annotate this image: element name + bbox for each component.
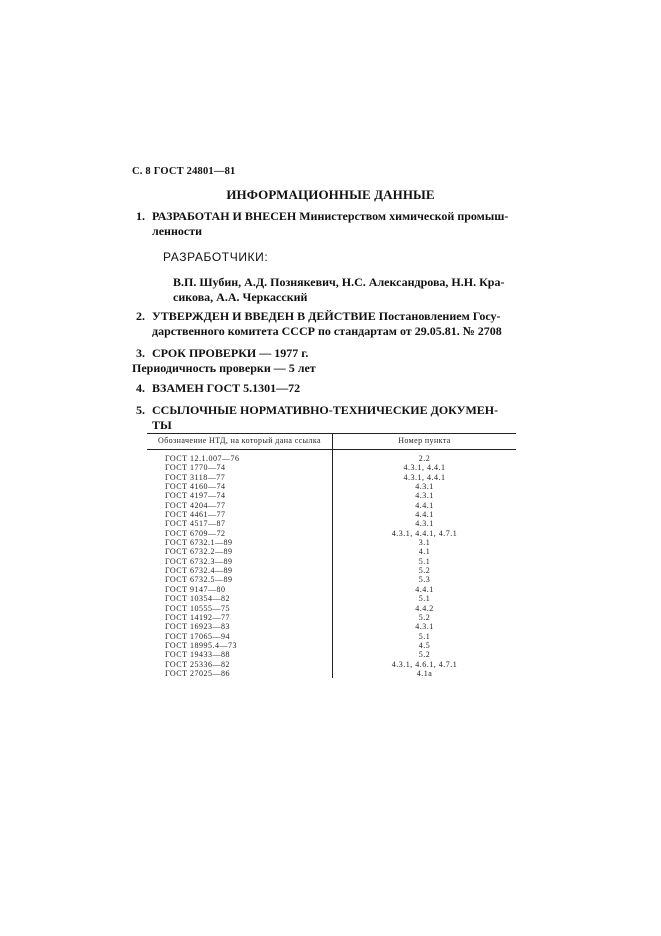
item-number-cell: 5.3 — [418, 575, 431, 585]
ntd-designation-cell: ГОСТ 12.1.007—76 — [147, 450, 333, 464]
item-text: СРОК ПРОВЕРКИ — 1977 г. — [152, 346, 309, 360]
table-row — [147, 604, 516, 613]
developers-list — [163, 275, 516, 304]
item-number-cell: 4.3.1 — [415, 491, 434, 501]
item-number-cell: 4.3.1, 4.6.1, 4.7.1 — [391, 659, 458, 669]
item-review-term — [132, 346, 516, 375]
ntd-designation-cell: ГОСТ 6732.4—89 — [147, 566, 333, 575]
item-number-cell: 4.5 — [418, 640, 431, 650]
ntd-designation-cell: ГОСТ 10555—75 — [147, 604, 333, 613]
ntd-designation-cell: ГОСТ 27025—86 — [147, 669, 333, 678]
item-text: ССЫЛОЧНЫЕ НОРМАТИВНО-ТЕХНИЧЕСКИЕ ДОКУМЕН- — [152, 403, 499, 417]
table-row — [147, 650, 516, 659]
ntd-designation-cell: ГОСТ 16923—83 — [147, 622, 333, 631]
ntd-designation-cell: ГОСТ 4461—77 — [147, 510, 333, 519]
developers-line-2: сикова, А.А. Черкасский — [173, 289, 308, 304]
ntd-designation-cell: ГОСТ 1770—74 — [147, 463, 333, 472]
table-body — [147, 450, 516, 679]
item-number-cell: 2.2 — [418, 454, 431, 463]
table-row — [147, 473, 516, 482]
item-number-cell: 4.3.1 — [415, 622, 434, 632]
ntd-designation-cell: ГОСТ 9147—80 — [147, 585, 333, 594]
item-text: РАЗРАБОТАН И ВНЕСЕН Министерством химической промыш- — [152, 209, 509, 223]
item-2-line-2: дарственного комитета СССР по стандартам от 29.05.81. № 2708 — [152, 323, 502, 338]
table-row — [147, 510, 516, 519]
table-row — [147, 669, 516, 678]
item-1-line-2: ленности — [152, 223, 203, 238]
table-row — [147, 641, 516, 650]
table-row — [147, 557, 516, 566]
item-number: 4. — [136, 381, 145, 395]
ntd-designation-cell: ГОСТ 4517—87 — [147, 519, 333, 528]
column-header-item: Номер пункта — [333, 434, 517, 450]
table-row — [147, 491, 516, 500]
item-number-cell: 4.3.1, 4.4.1 — [403, 463, 446, 473]
table-row — [147, 622, 516, 631]
ntd-designation-cell: ГОСТ 6709—72 — [147, 529, 333, 538]
table-row — [147, 519, 516, 528]
item-number-cell: 4.4.1 — [415, 510, 434, 520]
item-5-line-2: ТЫ — [152, 417, 172, 432]
reference-docs-table — [147, 433, 516, 678]
item-number-cell: 5.1 — [418, 556, 431, 566]
item-developed-by — [132, 209, 516, 238]
table-row — [147, 632, 516, 641]
section-title: ИНФОРМАЦИОННЫЕ ДАННЫЕ — [226, 187, 435, 202]
item-text: УТВЕРЖДЕН И ВВЕДЕН В ДЕЙСТВИЕ Постановлением Госу- — [152, 309, 501, 323]
item-number-cell: 5.2 — [418, 650, 431, 660]
table-row — [147, 463, 516, 472]
item-number: 3. — [136, 346, 145, 360]
column-header-ntd: Обозначение НТД, на который дана ссылка — [147, 434, 333, 450]
table-row — [147, 585, 516, 594]
item-number-cell: 5.1 — [418, 631, 431, 641]
item-number: 5. — [136, 403, 145, 417]
ntd-designation-cell: ГОСТ 10354—82 — [147, 594, 333, 603]
item-number-cell: 4.3.1, 4.4.1, 4.7.1 — [391, 528, 458, 538]
item-number-cell: 5.1 — [418, 594, 431, 604]
item-number-cell: 4.4.2 — [415, 603, 434, 613]
item-number-cell: 4.3.1 — [415, 519, 434, 529]
ntd-designation-cell: ГОСТ 17065—94 — [147, 632, 333, 641]
table-row — [147, 501, 516, 510]
item-3-line-1 — [132, 346, 516, 361]
ntd-designation-cell: ГОСТ 3118—77 — [147, 473, 333, 482]
table-row — [147, 660, 516, 669]
item-number-cell: 4.3.1 — [415, 482, 434, 492]
item-5-line-1 — [132, 403, 516, 418]
table-row — [147, 566, 516, 575]
table-row — [147, 482, 516, 491]
ntd-designation-cell: ГОСТ 4204—77 — [147, 501, 333, 510]
developers-label: РАЗРАБОТЧИКИ: — [163, 250, 269, 264]
item-number-cell: 4.4.1 — [415, 500, 434, 510]
table-header-row — [147, 434, 516, 450]
item-number-cell: 3.1 — [418, 538, 431, 548]
table-row — [147, 594, 516, 603]
ntd-designation-cell: ГОСТ 18995.4—73 — [147, 641, 333, 650]
item-number: 1. — [136, 209, 145, 223]
page-header: С. 8 ГОСТ 24801—81 — [132, 166, 236, 177]
table-row — [147, 575, 516, 584]
item-1-line-1 — [132, 209, 516, 224]
ntd-designation-cell: ГОСТ 19433—88 — [147, 650, 333, 659]
item-number: 2. — [136, 309, 145, 323]
item-number-cell: 4.1а — [416, 668, 433, 678]
item-text: ВЗАМЕН ГОСТ 5.1301—72 — [152, 381, 301, 395]
item-3-line-2: Периодичность проверки — 5 лет — [132, 360, 316, 375]
item-replaces — [132, 381, 516, 396]
ntd-designation-cell: ГОСТ 6732.3—89 — [147, 557, 333, 566]
ntd-designation-cell: ГОСТ 14192—77 — [147, 613, 333, 622]
item-2-line-1 — [132, 309, 516, 324]
ntd-designation-cell: ГОСТ 6732.2—89 — [147, 547, 333, 556]
table-row — [147, 450, 516, 464]
item-approved — [132, 309, 516, 338]
ntd-designation-cell: ГОСТ 25336—82 — [147, 660, 333, 669]
item-reference-docs — [132, 403, 516, 432]
developers-line-1: В.П. Шубин, А.Д. Познякевич, Н.С. Александрова, Н.Н. Кра- — [173, 275, 505, 289]
table-row — [147, 538, 516, 547]
item-4-line-1 — [132, 381, 516, 396]
item-number-cell: 4.1 — [418, 547, 431, 557]
ntd-designation-cell: ГОСТ 4197—74 — [147, 491, 333, 500]
table-row — [147, 529, 516, 538]
table-row — [147, 613, 516, 622]
item-number-cell: 4.3.1, 4.4.1 — [403, 472, 446, 482]
ntd-designation-cell: ГОСТ 6732.1—89 — [147, 538, 333, 547]
ntd-designation-cell: ГОСТ 4160—74 — [147, 482, 333, 491]
item-number-cell: 4.4.1 — [415, 584, 434, 594]
item-number-cell: 5.2 — [418, 566, 431, 576]
ntd-designation-cell: ГОСТ 6732.5—89 — [147, 575, 333, 584]
item-number-cell: 5.2 — [418, 612, 431, 622]
table-row — [147, 547, 516, 556]
